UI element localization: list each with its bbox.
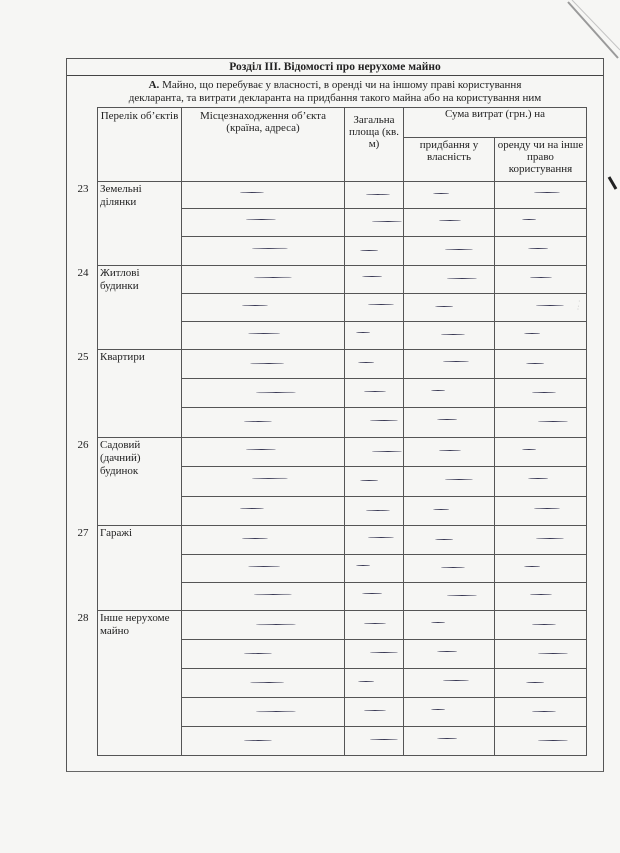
blank-dash [249, 362, 283, 364]
rent-cell [495, 583, 587, 611]
blank-dash [538, 652, 568, 654]
blank-dash [363, 622, 385, 623]
rent-cell [495, 669, 587, 698]
location-cell [182, 698, 345, 727]
header-costs: Сума витрат (грн.) на [404, 108, 587, 138]
rent-cell [495, 322, 587, 350]
subheading-letter: А. [148, 79, 160, 91]
blank-dash [438, 220, 460, 221]
blank-dash [536, 537, 564, 538]
category-cell [77, 182, 182, 266]
area-cell [345, 294, 404, 322]
purchase-cell [404, 322, 495, 350]
rent-cell [495, 438, 587, 467]
rent-cell [495, 266, 587, 294]
blank-dash [538, 739, 568, 741]
blank-dash [532, 623, 556, 624]
blank-dash [530, 594, 552, 595]
area-cell [345, 237, 404, 266]
location-cell [182, 294, 345, 322]
table-row [98, 182, 587, 209]
purchase-cell [404, 438, 495, 467]
rent-cell [495, 727, 587, 756]
blank-dash [367, 536, 393, 537]
blank-dash [436, 650, 456, 651]
area-cell [345, 209, 404, 237]
blank-dash [243, 652, 271, 653]
subheading-line-2: декларанта, та витрати декларанта на придбання такого майна або на користування ним [128, 92, 542, 104]
blank-dash [440, 334, 464, 335]
area-cell [345, 669, 404, 698]
blank-dash [239, 507, 263, 508]
blank-dash [363, 390, 385, 391]
area-cell [345, 555, 404, 583]
rent-cell [495, 526, 587, 555]
purchase-cell [404, 209, 495, 237]
header-purchase: придбання у власність [404, 138, 495, 182]
location-cell [182, 526, 345, 555]
category-cell [77, 611, 182, 756]
section-title: Розділ III. Відомості про нерухоме майно [67, 59, 603, 76]
area-cell [345, 583, 404, 611]
category-label: Земельні ділянки [100, 183, 142, 208]
blank-dash [522, 448, 536, 449]
blank-dash [524, 566, 540, 567]
blank-dash [432, 508, 448, 509]
area-cell [345, 182, 404, 209]
blank-dash [255, 391, 295, 393]
blank-dash [249, 681, 283, 683]
purchase-cell [404, 182, 495, 209]
purchase-cell [404, 350, 495, 379]
stray-pen-mark [608, 176, 618, 190]
blank-dash [532, 710, 556, 711]
category-label: Гаражі [100, 527, 133, 539]
blank-dash [430, 708, 444, 709]
location-cell [182, 640, 345, 669]
blank-dash [239, 191, 263, 192]
location-cell [182, 350, 345, 379]
area-cell [345, 467, 404, 497]
blank-dash [432, 192, 448, 193]
blank-dash [369, 738, 397, 739]
location-cell [182, 669, 345, 698]
purchase-cell [404, 698, 495, 727]
area-cell [345, 379, 404, 408]
blank-dash [359, 249, 377, 250]
location-cell [182, 209, 345, 237]
blank-dash [357, 680, 373, 681]
blank-dash [446, 595, 476, 597]
blank-dash [436, 419, 456, 420]
blank-dash [355, 565, 369, 566]
blank-dash [444, 479, 472, 480]
blank-dash [528, 478, 548, 479]
location-cell [182, 611, 345, 640]
blank-dash [243, 421, 271, 422]
header-area: Загальна площа (кв. м) [345, 108, 404, 182]
blank-dash [442, 360, 468, 361]
header-location: Місцезнаходження об’єкта (країна, адреса) [182, 108, 345, 182]
area-cell [345, 322, 404, 350]
blank-dash [434, 538, 452, 539]
blank-dash [528, 247, 548, 248]
purchase-cell [404, 266, 495, 294]
location-cell [182, 237, 345, 266]
blank-dash [369, 420, 397, 421]
blank-dash [247, 333, 279, 335]
blank-dash [251, 478, 287, 480]
purchase-cell [404, 555, 495, 583]
blank-dash [359, 480, 377, 481]
area-cell [345, 526, 404, 555]
rent-cell [495, 408, 587, 438]
rent-cell [495, 237, 587, 266]
purchase-cell [404, 497, 495, 526]
blank-dash [442, 679, 468, 680]
location-cell [182, 555, 345, 583]
subheading [67, 79, 603, 105]
row-number: 27 [77, 527, 89, 539]
blank-dash [241, 537, 267, 538]
rent-cell [495, 182, 587, 209]
location-cell [182, 182, 345, 209]
blank-dash [522, 219, 536, 220]
blank-dash [251, 247, 287, 249]
blank-dash [526, 681, 544, 682]
area-cell [345, 727, 404, 756]
purchase-cell [404, 237, 495, 266]
blank-dash [538, 421, 568, 423]
location-cell [182, 379, 345, 408]
blank-dash [526, 362, 544, 363]
row-number: 26 [77, 439, 89, 451]
location-cell [182, 497, 345, 526]
area-cell [345, 497, 404, 526]
faint-scan-smudge: ·· · [572, 298, 585, 312]
blank-dash [247, 566, 279, 568]
rent-cell [495, 209, 587, 237]
table-row [98, 438, 587, 467]
blank-dash [245, 448, 275, 450]
purchase-cell [404, 727, 495, 756]
purchase-cell [404, 408, 495, 438]
blank-dash [245, 219, 275, 221]
blank-dash [534, 191, 560, 192]
rent-cell [495, 350, 587, 379]
purchase-cell [404, 467, 495, 497]
blank-dash [365, 509, 389, 510]
table-row [98, 266, 587, 294]
blank-dash [361, 593, 381, 594]
rent-cell [495, 467, 587, 497]
blank-dash [524, 333, 540, 334]
purchase-cell [404, 379, 495, 408]
category-label: Садовий (дачний) будинок [100, 439, 141, 477]
purchase-cell [404, 669, 495, 698]
blank-dash [241, 305, 267, 306]
blank-dash [363, 709, 385, 710]
blank-dash [434, 306, 452, 307]
purchase-cell [404, 294, 495, 322]
category-cell [77, 438, 182, 526]
rent-cell [495, 379, 587, 408]
area-cell [345, 611, 404, 640]
category-cell [77, 350, 182, 438]
blank-dash [243, 739, 271, 740]
location-cell [182, 438, 345, 467]
location-cell [182, 408, 345, 438]
row-number: 25 [77, 351, 89, 363]
category-label: Інше нерухоме майно [100, 612, 170, 637]
header-rent: оренду чи на інше право користування [495, 138, 587, 182]
blank-dash [367, 304, 393, 305]
table-row [98, 350, 587, 379]
blank-dash [438, 449, 460, 450]
blank-dash [430, 389, 444, 390]
location-cell [182, 322, 345, 350]
area-cell [345, 438, 404, 467]
rent-cell [495, 555, 587, 583]
table-row [98, 611, 587, 640]
blank-dash [532, 391, 556, 392]
rent-cell [495, 611, 587, 640]
blank-dash [371, 221, 401, 223]
blank-dash [534, 507, 560, 508]
blank-dash [371, 450, 401, 452]
row-number: 24 [77, 267, 89, 279]
blank-dash [440, 567, 464, 568]
purchase-cell [404, 640, 495, 669]
header-list: Перелік об’єктів [98, 108, 182, 182]
location-cell [182, 467, 345, 497]
real-estate-table [77, 107, 587, 756]
blank-dash [444, 248, 472, 249]
blank-dash [255, 623, 295, 625]
category-label: Житлові будинки [100, 267, 140, 292]
area-cell [345, 408, 404, 438]
rent-cell [495, 497, 587, 526]
area-cell [345, 350, 404, 379]
blank-dash [446, 278, 476, 280]
category-label: Квартири [100, 351, 145, 363]
location-cell [182, 583, 345, 611]
rent-cell [495, 640, 587, 669]
blank-dash [369, 651, 397, 652]
rent-cell [495, 698, 587, 727]
area-cell [345, 640, 404, 669]
blank-dash [253, 277, 291, 279]
area-cell [345, 698, 404, 727]
declaration-form-frame [66, 58, 604, 772]
category-cell [77, 266, 182, 350]
blank-dash [355, 332, 369, 333]
location-cell [182, 727, 345, 756]
row-number: 23 [77, 183, 89, 195]
blank-dash [357, 361, 373, 362]
purchase-cell [404, 526, 495, 555]
blank-dash [430, 621, 444, 622]
location-cell [182, 266, 345, 294]
page-corner-fold [560, 0, 620, 60]
subheading-line-1: Майно, що перебуває у власності, в оренді чи на іншому праві користування [162, 79, 522, 91]
table-row [98, 526, 587, 555]
area-cell [345, 266, 404, 294]
blank-dash [365, 193, 389, 194]
purchase-cell [404, 583, 495, 611]
blank-dash [530, 277, 552, 278]
blank-dash [253, 594, 291, 596]
blank-dash [255, 710, 295, 712]
blank-dash [361, 276, 381, 277]
category-cell [77, 526, 182, 611]
row-number: 28 [77, 612, 89, 624]
purchase-cell [404, 611, 495, 640]
blank-dash [536, 305, 564, 306]
blank-dash [436, 737, 456, 738]
